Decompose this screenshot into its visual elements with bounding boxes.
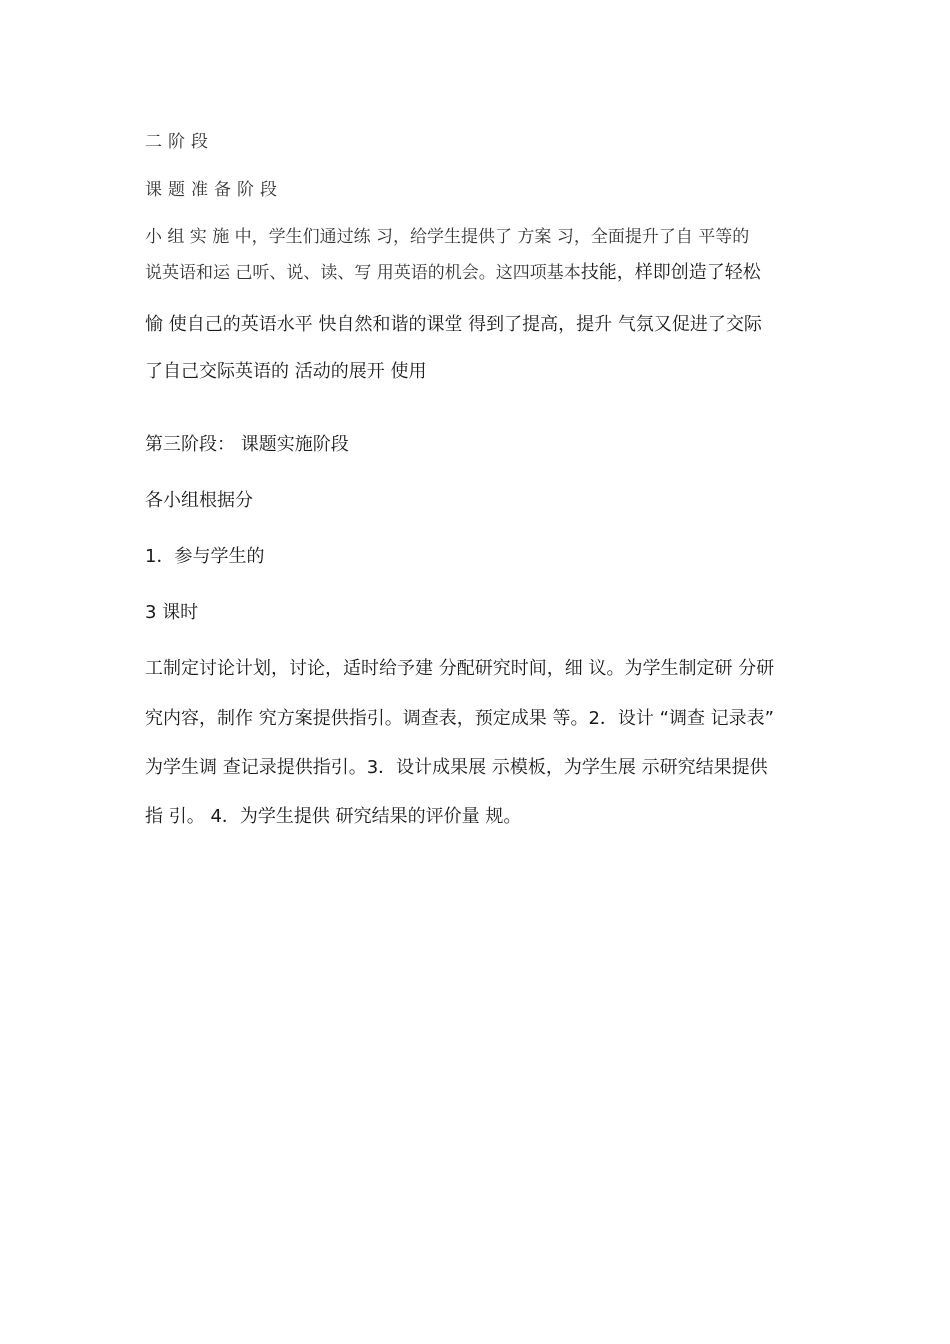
stage-two-heading: 二阶段 <box>145 132 214 152</box>
groups-line: 各小组根据分 <box>145 490 253 511</box>
paragraph-1-line-3: 愉 使自己的英语水平 快自然和谐的课堂 得到了提高，提升 气氛又促进了交际 <box>145 314 762 335</box>
paragraph-1-line-4: 了自己交际英语的 活动的展开 使用 <box>145 361 427 382</box>
item-1: 1．参与学生的 <box>145 546 265 567</box>
paragraph-1-line-2-serif: 说英语和运 己听、说、读、写 用英语的机会。这四项基本 <box>145 263 581 283</box>
paragraph-1-line-2 <box>145 258 761 284</box>
paragraph-1-line-2-sans: 技能，样即创造了轻松 <box>580 262 761 283</box>
stage-three-heading: 第三阶段： 课题实施阶段 <box>145 434 349 455</box>
paragraph-2-line-3: 为学生调 查记录提供指引。3．设计成果展 示模板，为学生展 示研究结果提供 <box>145 757 768 778</box>
paragraph-2-line-1: 工制定讨论计划，讨论，适时给予建 分配研究时间，细 议。为学生制定研 分研 <box>145 658 775 679</box>
paragraph-2-line-2: 究内容，制作 究方案提供指引。调查表，预定成果 等。2．设计 “调查 记录表” <box>145 708 774 729</box>
paragraph-2-line-4: 指 引。 4．为学生提供 研究结果的评价量 规。 <box>145 806 522 827</box>
paragraph-1-line-1: 小 组 实 施 中，学生们通过练 习，给学生提供了 方案 习，全面提升了自 平等的 <box>145 227 750 247</box>
hours-line: 3 课时 <box>145 602 199 623</box>
stage-two-subheading: 课题准备阶段 <box>145 180 283 200</box>
